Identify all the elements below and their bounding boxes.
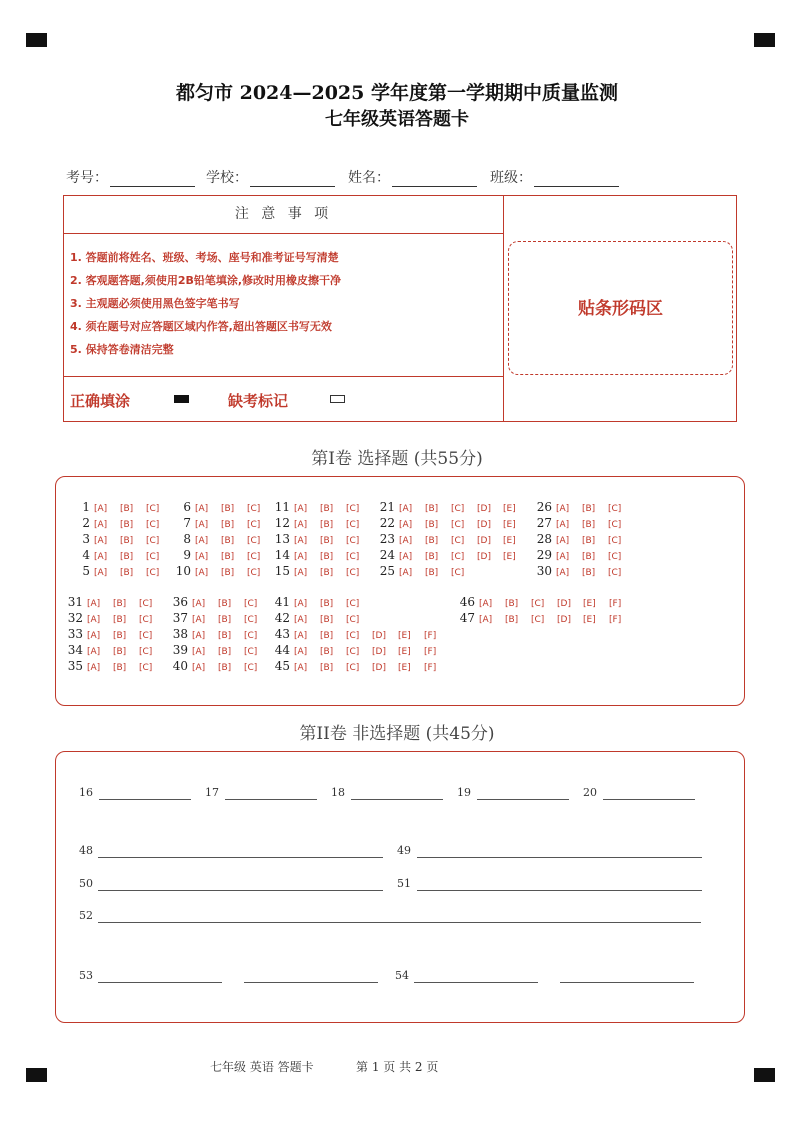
mc-option-bubble[interactable]: [E] bbox=[503, 504, 516, 514]
mc-question-number: 43 bbox=[274, 627, 290, 641]
mc-option-bubble[interactable]: [B] bbox=[582, 552, 596, 562]
mc-option-bubble[interactable]: [B] bbox=[221, 504, 235, 514]
mc-option-bubble[interactable]: [A] bbox=[399, 536, 413, 546]
mc-option-bubble[interactable]: [C] bbox=[346, 568, 360, 578]
mc-question-number: 47 bbox=[459, 611, 475, 625]
mc-question-number: 40 bbox=[172, 659, 188, 673]
mc-option-bubble[interactable]: [A] bbox=[294, 647, 308, 657]
mc-option-bubble[interactable]: [B] bbox=[320, 599, 334, 609]
notice-rule: 1. 答题前将姓名、班级、考场、座号和准考证号写清楚 bbox=[70, 251, 339, 264]
mc-option-bubble[interactable]: [D] bbox=[557, 615, 571, 625]
mc-option-bubble[interactable]: [C] bbox=[346, 631, 360, 641]
mc-option-bubble[interactable]: [A] bbox=[87, 615, 101, 625]
mc-question-number: 27 bbox=[536, 516, 552, 530]
mc-option-bubble[interactable]: [B] bbox=[120, 536, 134, 546]
answer-53[interactable]: 53 bbox=[79, 969, 93, 982]
mc-question-number: 26 bbox=[536, 500, 552, 514]
mc-question-row bbox=[268, 548, 372, 562]
mc-option-bubble[interactable]: [D] bbox=[557, 599, 571, 609]
mc-option-bubble[interactable]: [E] bbox=[583, 615, 596, 625]
mc-option-bubble[interactable]: [F] bbox=[609, 599, 622, 609]
mc-option-bubble[interactable]: [B] bbox=[320, 615, 334, 625]
mc-question-number: 13 bbox=[274, 532, 290, 546]
mc-option-bubble[interactable]: [A] bbox=[556, 520, 570, 530]
mc-question-row bbox=[166, 611, 270, 625]
mc-option-bubble[interactable]: [D] bbox=[372, 663, 386, 673]
mc-question-row bbox=[268, 516, 372, 530]
mc-question-row bbox=[169, 516, 273, 530]
mc-option-bubble[interactable]: [D] bbox=[477, 520, 491, 530]
mc-question-row bbox=[453, 611, 635, 625]
mc-option-bubble[interactable]: [B] bbox=[218, 631, 232, 641]
mc-option-bubble[interactable]: [B] bbox=[320, 536, 334, 546]
mc-question-number: 15 bbox=[274, 564, 290, 578]
mc-option-bubble[interactable]: [A] bbox=[399, 520, 413, 530]
mc-question-row bbox=[373, 516, 529, 530]
registration-mark-bottom-left bbox=[26, 1068, 47, 1082]
mc-option-bubble[interactable]: [E] bbox=[398, 631, 411, 641]
answer-54[interactable]: 54 bbox=[395, 969, 409, 982]
page-title: 都匀市 2024—2025 学年度第一学期期中质量监测 bbox=[176, 82, 618, 104]
answer-line[interactable] bbox=[603, 799, 695, 800]
mc-option-bubble[interactable]: [A] bbox=[556, 552, 570, 562]
mc-option-bubble[interactable]: [C] bbox=[247, 536, 261, 546]
mc-option-bubble[interactable]: [C] bbox=[346, 599, 360, 609]
mc-question-number: 35 bbox=[67, 659, 83, 673]
school-label: 学校： bbox=[206, 170, 248, 186]
mc-option-bubble[interactable]: [B] bbox=[218, 663, 232, 673]
mc-option-bubble[interactable]: [A] bbox=[195, 520, 209, 530]
mc-option-bubble[interactable]: [B] bbox=[113, 647, 127, 657]
mc-option-bubble[interactable]: [C] bbox=[139, 631, 153, 641]
answer-line[interactable] bbox=[477, 799, 569, 800]
written-answer-panel bbox=[55, 751, 745, 1023]
mc-question-row bbox=[68, 532, 172, 546]
mc-option-bubble[interactable]: [C] bbox=[608, 520, 622, 530]
registration-mark-top-right bbox=[754, 33, 775, 47]
mc-question-row bbox=[61, 627, 165, 641]
mc-question-row bbox=[530, 516, 634, 530]
answer-line[interactable] bbox=[98, 890, 383, 891]
mc-option-bubble[interactable]: [C] bbox=[451, 536, 465, 546]
mc-question-number: 31 bbox=[67, 595, 83, 609]
mc-option-bubble[interactable]: [C] bbox=[346, 536, 360, 546]
mc-option-bubble[interactable]: [C] bbox=[244, 631, 258, 641]
mc-option-bubble[interactable]: [C] bbox=[247, 520, 261, 530]
mc-question-row bbox=[530, 532, 634, 546]
mc-question-row bbox=[68, 564, 172, 578]
mc-option-bubble[interactable]: [A] bbox=[94, 568, 108, 578]
mc-question-number: 44 bbox=[274, 643, 290, 657]
mc-question-number: 11 bbox=[274, 500, 290, 514]
mc-question-number: 4 bbox=[82, 548, 90, 562]
mc-question-number: 23 bbox=[379, 532, 395, 546]
footer-left: 七年级 英语 答题卡 bbox=[210, 1060, 314, 1074]
exam-number-field[interactable] bbox=[66, 167, 195, 187]
mc-option-bubble[interactable]: [B] bbox=[582, 536, 596, 546]
mc-question-row bbox=[373, 564, 477, 578]
answer-18[interactable]: 18 bbox=[331, 786, 345, 799]
mc-question-row bbox=[530, 564, 634, 578]
mc-option-bubble[interactable]: [C] bbox=[146, 568, 160, 578]
answer-17[interactable]: 17 bbox=[205, 786, 219, 799]
mc-question-number: 1 bbox=[82, 500, 90, 514]
mc-option-bubble[interactable]: [A] bbox=[294, 615, 308, 625]
mc-question-row bbox=[373, 548, 529, 562]
mc-option-bubble[interactable]: [A] bbox=[192, 631, 206, 641]
answer-48[interactable]: 48 bbox=[79, 844, 93, 857]
mc-option-bubble[interactable]: [B] bbox=[221, 520, 235, 530]
notice-rule: 3. 主观题必须使用黑色签字笔书写 bbox=[70, 297, 240, 310]
mc-option-bubble[interactable]: [B] bbox=[425, 504, 439, 514]
class-field[interactable] bbox=[490, 167, 619, 187]
mc-question-number: 28 bbox=[536, 532, 552, 546]
answer-line[interactable] bbox=[560, 982, 694, 983]
mc-option-bubble[interactable]: [B] bbox=[425, 536, 439, 546]
mc-option-bubble[interactable]: [D] bbox=[372, 631, 386, 641]
mc-option-bubble[interactable]: [C] bbox=[608, 504, 622, 514]
mc-option-bubble[interactable]: [F] bbox=[424, 631, 437, 641]
mc-question-row bbox=[530, 500, 634, 514]
mc-question-row bbox=[166, 659, 270, 673]
mc-question-row bbox=[68, 548, 172, 562]
answer-line[interactable] bbox=[98, 922, 701, 923]
registration-mark-top-left bbox=[26, 33, 47, 47]
mc-option-bubble[interactable]: [C] bbox=[139, 647, 153, 657]
mc-option-bubble[interactable]: [C] bbox=[244, 663, 258, 673]
notice-box bbox=[63, 195, 737, 422]
section2-title: 第II卷 非选择题 (共45分) bbox=[299, 724, 495, 744]
mc-option-bubble[interactable]: [C] bbox=[608, 536, 622, 546]
mc-option-bubble[interactable]: [E] bbox=[583, 599, 596, 609]
mc-option-bubble[interactable]: [C] bbox=[146, 504, 160, 514]
absent-mark-label: 缺考标记 bbox=[228, 392, 289, 410]
mc-question-row bbox=[268, 595, 372, 609]
mc-option-bubble[interactable]: [A] bbox=[294, 520, 308, 530]
mc-question-row bbox=[169, 500, 273, 514]
mc-option-bubble[interactable]: [A] bbox=[94, 504, 108, 514]
mc-option-bubble[interactable]: [A] bbox=[294, 631, 308, 641]
mc-option-bubble[interactable]: [C] bbox=[346, 663, 360, 673]
mc-question-row bbox=[453, 595, 635, 609]
answer-line[interactable] bbox=[351, 799, 443, 800]
class-label: 班级： bbox=[490, 170, 532, 186]
mc-question-row bbox=[166, 643, 270, 657]
correct-fill-sample bbox=[174, 395, 189, 403]
notice-rule: 5. 保持答卷清洁完整 bbox=[70, 343, 174, 356]
mc-question-row bbox=[373, 532, 529, 546]
mc-question-row bbox=[268, 643, 450, 657]
mc-option-bubble[interactable]: [B] bbox=[425, 520, 439, 530]
class-line[interactable] bbox=[534, 172, 619, 187]
mc-question-row bbox=[169, 548, 273, 562]
mc-option-bubble[interactable]: [C] bbox=[451, 568, 465, 578]
mc-option-bubble[interactable]: [B] bbox=[113, 663, 127, 673]
mc-question-row bbox=[268, 532, 372, 546]
mc-option-bubble[interactable]: [B] bbox=[221, 568, 235, 578]
mc-option-bubble[interactable]: [B] bbox=[505, 615, 519, 625]
notice-rule: 4. 须在题号对应答题区域内作答,超出答题区书写无效 bbox=[70, 320, 332, 333]
mc-option-bubble[interactable]: [D] bbox=[477, 504, 491, 514]
answer-line[interactable] bbox=[244, 982, 378, 983]
mc-question-number: 36 bbox=[172, 595, 188, 609]
mc-question-number: 34 bbox=[67, 643, 83, 657]
section1-title: 第I卷 选择题 (共55分) bbox=[311, 449, 483, 469]
mc-option-bubble[interactable]: [C] bbox=[346, 504, 360, 514]
mc-option-bubble[interactable]: [C] bbox=[531, 599, 545, 609]
absent-mark-checkbox[interactable] bbox=[330, 395, 345, 403]
mc-option-bubble[interactable]: [C] bbox=[451, 504, 465, 514]
name-label: 姓名： bbox=[348, 170, 390, 186]
mc-option-bubble[interactable]: [E] bbox=[398, 663, 411, 673]
notice-panel bbox=[64, 196, 504, 421]
mc-question-number: 10 bbox=[175, 564, 191, 578]
mc-option-bubble[interactable]: [B] bbox=[582, 520, 596, 530]
mc-question-row bbox=[68, 516, 172, 530]
mc-option-bubble[interactable]: [C] bbox=[346, 520, 360, 530]
mc-option-bubble[interactable]: [A] bbox=[399, 552, 413, 562]
mc-question-row bbox=[268, 500, 372, 514]
notice-rules bbox=[70, 249, 341, 364]
answer-line[interactable] bbox=[99, 799, 191, 800]
mc-option-bubble[interactable]: [D] bbox=[477, 536, 491, 546]
mc-option-bubble[interactable]: [C] bbox=[346, 647, 360, 657]
mc-option-bubble[interactable]: [C] bbox=[139, 615, 153, 625]
answer-49[interactable]: 49 bbox=[397, 844, 411, 857]
mc-question-number: 8 bbox=[183, 532, 191, 546]
mc-question-row bbox=[61, 611, 165, 625]
mc-option-bubble[interactable]: [C] bbox=[139, 663, 153, 673]
mc-option-bubble[interactable]: [F] bbox=[424, 647, 437, 657]
mc-option-bubble[interactable]: [A] bbox=[195, 552, 209, 562]
mc-option-bubble[interactable]: [A] bbox=[94, 520, 108, 530]
answer-line[interactable] bbox=[225, 799, 317, 800]
mc-question-number: 42 bbox=[274, 611, 290, 625]
mc-option-bubble[interactable]: [B] bbox=[218, 599, 232, 609]
answer-line[interactable] bbox=[417, 890, 702, 891]
mc-question-number: 24 bbox=[379, 548, 395, 562]
mc-option-bubble[interactable]: [A] bbox=[195, 568, 209, 578]
mc-option-bubble[interactable]: [B] bbox=[425, 552, 439, 562]
notice-heading: 注 意 事 项 bbox=[64, 196, 503, 234]
mc-option-bubble[interactable]: [C] bbox=[244, 615, 258, 625]
mc-option-bubble[interactable]: [B] bbox=[505, 599, 519, 609]
mc-option-bubble[interactable]: [A] bbox=[556, 568, 570, 578]
mc-option-bubble[interactable]: [A] bbox=[294, 552, 308, 562]
mc-option-bubble[interactable]: [C] bbox=[139, 599, 153, 609]
mc-option-bubble[interactable]: [A] bbox=[87, 647, 101, 657]
mc-option-bubble[interactable]: [A] bbox=[479, 615, 493, 625]
answer-52[interactable]: 52 bbox=[79, 909, 93, 922]
mc-option-bubble[interactable]: [B] bbox=[113, 631, 127, 641]
mc-question-row bbox=[61, 659, 165, 673]
mc-question-number: 29 bbox=[536, 548, 552, 562]
school-field[interactable] bbox=[206, 167, 335, 187]
mc-option-bubble[interactable]: [A] bbox=[87, 599, 101, 609]
mark-example-row bbox=[64, 376, 503, 422]
name-field[interactable] bbox=[348, 167, 477, 187]
mc-question-row bbox=[169, 532, 273, 546]
mc-option-bubble[interactable]: [B] bbox=[320, 631, 334, 641]
mc-option-bubble[interactable]: [D] bbox=[372, 647, 386, 657]
exam-number-label: 考号： bbox=[66, 170, 108, 186]
mc-option-bubble[interactable]: [E] bbox=[503, 552, 516, 562]
mc-option-bubble[interactable]: [C] bbox=[247, 504, 261, 514]
mc-question-row bbox=[166, 595, 270, 609]
mc-option-bubble[interactable]: [E] bbox=[503, 536, 516, 546]
mc-option-bubble[interactable]: [B] bbox=[120, 520, 134, 530]
answer-50[interactable]: 50 bbox=[79, 877, 93, 890]
mc-option-bubble[interactable]: [C] bbox=[247, 552, 261, 562]
mc-option-bubble[interactable]: [A] bbox=[94, 536, 108, 546]
mc-question-row bbox=[268, 627, 450, 641]
mc-question-row bbox=[268, 611, 372, 625]
mc-question-number: 5 bbox=[82, 564, 90, 578]
answer-line[interactable] bbox=[98, 857, 383, 858]
mc-question-row bbox=[530, 548, 634, 562]
mc-question-number: 33 bbox=[67, 627, 83, 641]
answer-line[interactable] bbox=[98, 982, 222, 983]
mc-question-row bbox=[68, 500, 172, 514]
mc-question-row bbox=[268, 659, 450, 673]
mc-question-number: 38 bbox=[172, 627, 188, 641]
mc-option-bubble[interactable]: [B] bbox=[120, 552, 134, 562]
mc-option-bubble[interactable]: [A] bbox=[294, 599, 308, 609]
mc-option-bubble[interactable]: [C] bbox=[451, 520, 465, 530]
mc-question-number: 45 bbox=[274, 659, 290, 673]
mc-option-bubble[interactable]: [C] bbox=[146, 552, 160, 562]
barcode-area: 贴条形码区 bbox=[508, 241, 733, 375]
answer-20[interactable]: 20 bbox=[583, 786, 597, 799]
mc-option-bubble[interactable]: [C] bbox=[146, 536, 160, 546]
mc-option-bubble[interactable]: [A] bbox=[195, 504, 209, 514]
exam-number-line[interactable] bbox=[110, 172, 195, 187]
mc-question-number: 21 bbox=[379, 500, 395, 514]
mc-question-row bbox=[268, 564, 372, 578]
answer-51[interactable]: 51 bbox=[397, 877, 411, 890]
mc-question-number: 30 bbox=[536, 564, 552, 578]
mc-option-bubble[interactable]: [A] bbox=[195, 536, 209, 546]
mc-option-bubble[interactable]: [F] bbox=[609, 615, 622, 625]
answer-line[interactable] bbox=[417, 857, 702, 858]
mc-question-row bbox=[61, 643, 165, 657]
mc-option-bubble[interactable]: [A] bbox=[399, 504, 413, 514]
mc-option-bubble[interactable]: [C] bbox=[146, 520, 160, 530]
mc-question-number: 9 bbox=[183, 548, 191, 562]
mc-option-bubble[interactable]: [A] bbox=[294, 504, 308, 514]
mc-option-bubble[interactable]: [A] bbox=[192, 647, 206, 657]
page-subtitle: 七年级英语答题卡 bbox=[325, 109, 469, 130]
mc-question-number: 37 bbox=[172, 611, 188, 625]
mc-option-bubble[interactable]: [B] bbox=[113, 599, 127, 609]
mc-option-bubble[interactable]: [A] bbox=[479, 599, 493, 609]
mc-question-number: 39 bbox=[172, 643, 188, 657]
mc-option-bubble[interactable]: [B] bbox=[221, 536, 235, 546]
mc-option-bubble[interactable]: [A] bbox=[87, 663, 101, 673]
mc-question-number: 12 bbox=[274, 516, 290, 530]
mc-option-bubble[interactable]: [B] bbox=[582, 504, 596, 514]
mc-option-bubble[interactable]: [A] bbox=[556, 536, 570, 546]
mc-question-number: 2 bbox=[82, 516, 90, 530]
mc-option-bubble[interactable]: [C] bbox=[346, 615, 360, 625]
mc-option-bubble[interactable]: [A] bbox=[87, 631, 101, 641]
mc-option-bubble[interactable]: [B] bbox=[120, 568, 134, 578]
mc-option-bubble[interactable]: [C] bbox=[247, 568, 261, 578]
mc-option-bubble[interactable]: [A] bbox=[399, 568, 413, 578]
mc-option-bubble[interactable]: [D] bbox=[477, 552, 491, 562]
answer-19[interactable]: 19 bbox=[457, 786, 471, 799]
mc-option-bubble[interactable]: [A] bbox=[294, 663, 308, 673]
answer-line[interactable] bbox=[414, 982, 538, 983]
mc-question-number: 7 bbox=[183, 516, 191, 530]
mc-question-row bbox=[169, 564, 273, 578]
mc-option-bubble[interactable]: [E] bbox=[398, 647, 411, 657]
mc-option-bubble[interactable]: [B] bbox=[320, 647, 334, 657]
mc-option-bubble[interactable]: [A] bbox=[192, 615, 206, 625]
mc-option-bubble[interactable]: [B] bbox=[320, 552, 334, 562]
mc-option-bubble[interactable]: [B] bbox=[425, 568, 439, 578]
mc-option-bubble[interactable]: [B] bbox=[320, 568, 334, 578]
mc-question-row bbox=[61, 595, 165, 609]
mc-question-number: 3 bbox=[82, 532, 90, 546]
multiple-choice-panel bbox=[55, 476, 745, 706]
mc-option-bubble[interactable]: [C] bbox=[608, 552, 622, 562]
mc-option-bubble[interactable]: [C] bbox=[451, 552, 465, 562]
notice-rule: 2. 客观题答题,须使用2B铅笔填涂,修改时用橡皮擦干净 bbox=[70, 274, 342, 287]
mc-question-number: 25 bbox=[379, 564, 395, 578]
mc-option-bubble[interactable]: [B] bbox=[582, 568, 596, 578]
footer-page-number: 第 1 页 共 2 页 bbox=[356, 1060, 439, 1074]
mc-question-row bbox=[373, 500, 529, 514]
mc-option-bubble[interactable]: [A] bbox=[294, 568, 308, 578]
mc-option-bubble[interactable]: [C] bbox=[531, 615, 545, 625]
mc-option-bubble[interactable]: [B] bbox=[120, 504, 134, 514]
correct-fill-label: 正确填涂 bbox=[70, 392, 131, 410]
mc-option-bubble[interactable]: [B] bbox=[218, 615, 232, 625]
mc-option-bubble[interactable]: [A] bbox=[192, 599, 206, 609]
mc-option-bubble[interactable]: [B] bbox=[320, 663, 334, 673]
mc-option-bubble[interactable]: [A] bbox=[94, 552, 108, 562]
mc-question-number: 46 bbox=[459, 595, 475, 609]
mc-option-bubble[interactable]: [F] bbox=[424, 663, 437, 673]
answer-16[interactable]: 16 bbox=[79, 786, 93, 799]
name-line[interactable] bbox=[392, 172, 477, 187]
mc-option-bubble[interactable]: [B] bbox=[113, 615, 127, 625]
mc-question-row bbox=[166, 627, 270, 641]
mc-question-number: 22 bbox=[379, 516, 395, 530]
mc-option-bubble[interactable]: [C] bbox=[346, 552, 360, 562]
mc-option-bubble[interactable]: [B] bbox=[218, 647, 232, 657]
mc-option-bubble[interactable]: [A] bbox=[556, 504, 570, 514]
mc-option-bubble[interactable]: [A] bbox=[192, 663, 206, 673]
mc-option-bubble[interactable]: [B] bbox=[320, 504, 334, 514]
mc-option-bubble[interactable]: [A] bbox=[294, 536, 308, 546]
mc-question-number: 41 bbox=[274, 595, 290, 609]
mc-option-bubble[interactable]: [C] bbox=[244, 599, 258, 609]
school-line[interactable] bbox=[250, 172, 335, 187]
mc-question-number: 6 bbox=[183, 500, 191, 514]
mc-question-number: 32 bbox=[67, 611, 83, 625]
registration-mark-bottom-right bbox=[754, 1068, 775, 1082]
mc-question-number: 14 bbox=[274, 548, 290, 562]
mc-option-bubble[interactable]: [C] bbox=[244, 647, 258, 657]
mc-option-bubble[interactable]: [E] bbox=[503, 520, 516, 530]
mc-option-bubble[interactable]: [B] bbox=[320, 520, 334, 530]
mc-option-bubble[interactable]: [C] bbox=[608, 568, 622, 578]
mc-option-bubble[interactable]: [B] bbox=[221, 552, 235, 562]
